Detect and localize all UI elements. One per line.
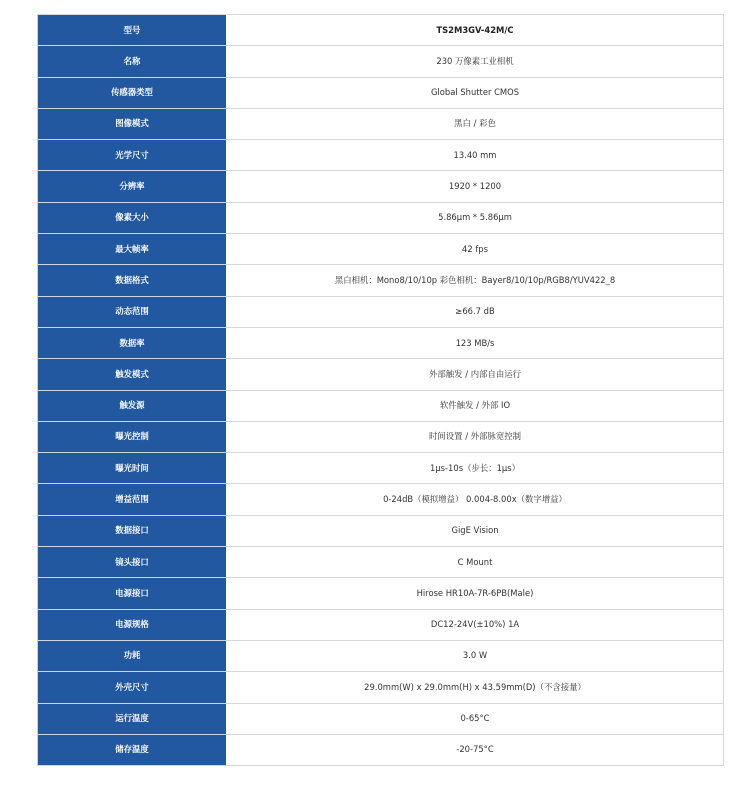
spec-label: 电源接口	[38, 578, 227, 609]
spec-value: 0-24dB（模拟增益） 0.004-8.00x（数字增益）	[227, 484, 724, 515]
spec-label: 图像模式	[38, 108, 227, 139]
spec-label: 外壳尺寸	[38, 672, 227, 703]
spec-row	[38, 453, 724, 484]
spec-row	[38, 140, 724, 171]
spec-value: 5.86μm * 5.86μm	[227, 202, 724, 233]
spec-table	[37, 14, 724, 766]
spec-label: 增益范围	[38, 484, 227, 515]
spec-row	[38, 672, 724, 703]
spec-row	[38, 703, 724, 734]
spec-row	[38, 171, 724, 202]
spec-label: 像素大小	[38, 202, 227, 233]
spec-value: 3.0 W	[227, 640, 724, 671]
spec-value: 黑白 / 彩色	[227, 108, 724, 139]
spec-label: 电源规格	[38, 609, 227, 640]
spec-row	[38, 515, 724, 546]
spec-label: 功耗	[38, 640, 227, 671]
spec-row	[38, 46, 724, 77]
spec-row	[38, 484, 724, 515]
spec-row	[38, 327, 724, 358]
spec-value: 黑白相机：Mono8/10/10p 彩色相机：Bayer8/10/10p/RGB8/YUV422_8	[227, 265, 724, 296]
spec-row	[38, 234, 724, 265]
spec-row	[38, 15, 724, 46]
spec-value: 13.40 mm	[227, 140, 724, 171]
spec-label: 运行温度	[38, 703, 227, 734]
spec-row	[38, 359, 724, 390]
spec-table-body	[38, 15, 724, 766]
spec-row	[38, 108, 724, 139]
spec-row	[38, 640, 724, 671]
spec-row	[38, 734, 724, 765]
spec-row	[38, 202, 724, 233]
spec-value: 外部触发 / 内部自由运行	[227, 359, 724, 390]
spec-label: 数据率	[38, 327, 227, 358]
spec-label: 触发源	[38, 390, 227, 421]
spec-label: 储存温度	[38, 734, 227, 765]
spec-value: 软件触发 / 外部 IO	[227, 390, 724, 421]
spec-label: 分辨率	[38, 171, 227, 202]
spec-label: 曝光控制	[38, 421, 227, 452]
spec-value: 时间设置 / 外部脉宽控制	[227, 421, 724, 452]
spec-label: 数据格式	[38, 265, 227, 296]
spec-row	[38, 390, 724, 421]
spec-label: 传感器类型	[38, 77, 227, 108]
spec-value: 123 MB/s	[227, 327, 724, 358]
spec-value: Hirose HR10A-7R-6PB(Male)	[227, 578, 724, 609]
spec-value: 1μs-10s（步长：1μs）	[227, 453, 724, 484]
spec-value: ≥66.7 dB	[227, 296, 724, 327]
spec-value: 230 万像素工业相机	[227, 46, 724, 77]
spec-label: 数据接口	[38, 515, 227, 546]
spec-label: 镜头接口	[38, 547, 227, 578]
spec-label: 动态范围	[38, 296, 227, 327]
spec-row	[38, 265, 724, 296]
spec-label: 触发模式	[38, 359, 227, 390]
spec-label: 光学尺寸	[38, 140, 227, 171]
spec-label: 型号	[38, 15, 227, 46]
spec-label: 曝光时间	[38, 453, 227, 484]
spec-row	[38, 609, 724, 640]
spec-value: TS2M3GV-42M/C	[227, 15, 724, 46]
spec-value: 29.0mm(W) x 29.0mm(H) x 43.59mm(D)（不含接量）	[227, 672, 724, 703]
spec-row	[38, 296, 724, 327]
spec-row	[38, 421, 724, 452]
spec-value: GigE Vision	[227, 515, 724, 546]
spec-row	[38, 547, 724, 578]
spec-value: Global Shutter CMOS	[227, 77, 724, 108]
spec-label: 名称	[38, 46, 227, 77]
spec-value: 0-65°C	[227, 703, 724, 734]
spec-row	[38, 578, 724, 609]
spec-value: DC12-24V(±10%) 1A	[227, 609, 724, 640]
spec-value: C Mount	[227, 547, 724, 578]
spec-value: -20-75°C	[227, 734, 724, 765]
spec-label: 最大帧率	[38, 234, 227, 265]
spec-row	[38, 77, 724, 108]
spec-value: 1920 * 1200	[227, 171, 724, 202]
spec-value: 42 fps	[227, 234, 724, 265]
